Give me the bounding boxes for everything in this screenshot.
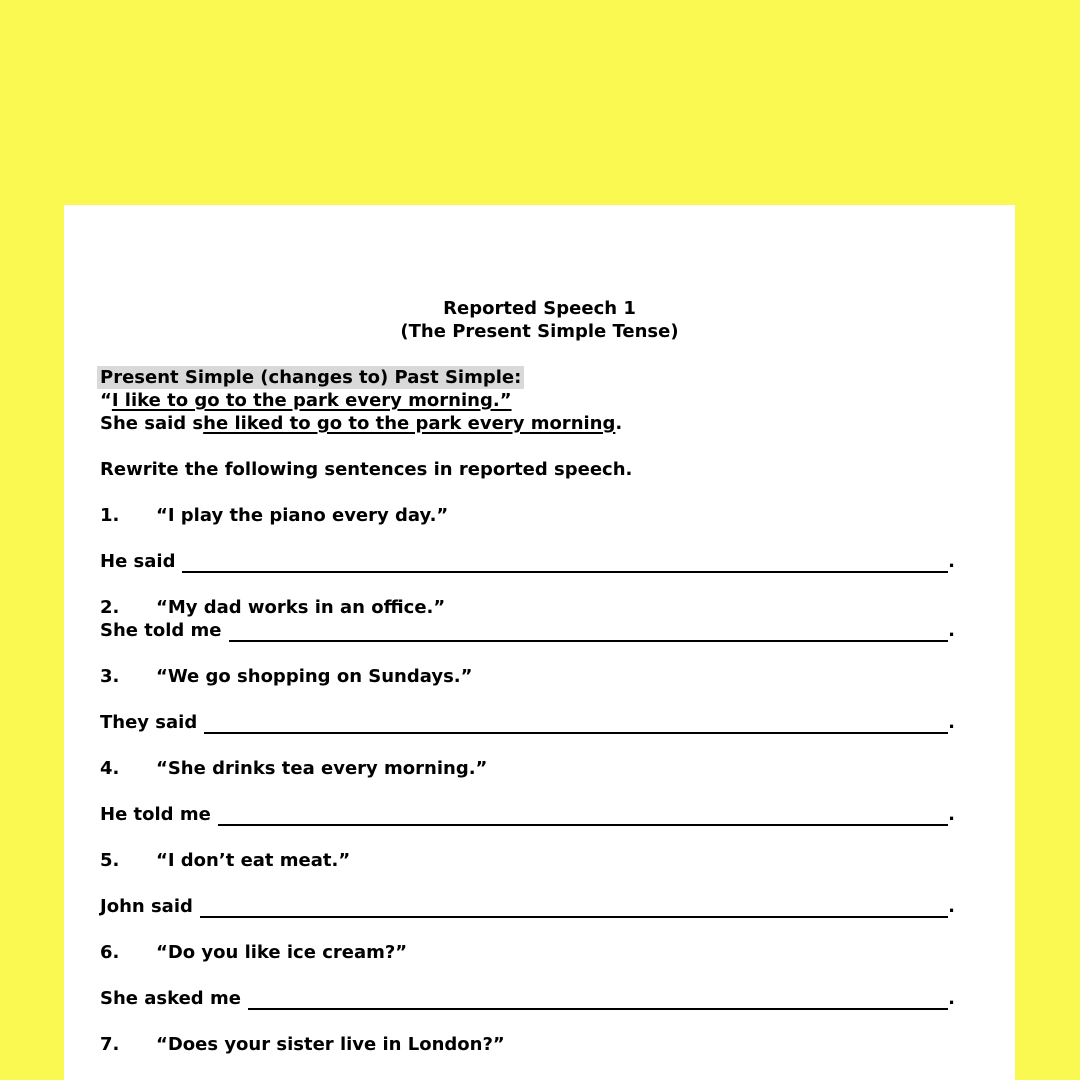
answer-period: . xyxy=(948,551,955,572)
worksheet-header xyxy=(64,297,1015,343)
question-line xyxy=(100,941,955,964)
answer-period: . xyxy=(948,896,955,917)
answer-period: . xyxy=(948,712,955,733)
example-rule-line xyxy=(100,366,955,389)
question-item xyxy=(100,504,955,573)
example-direct-line xyxy=(100,389,955,412)
question-number: 5. xyxy=(100,850,120,871)
question-quote: “I don’t eat meat.” xyxy=(156,850,351,871)
question-list xyxy=(100,504,955,1056)
answer-prefix: John said xyxy=(100,896,193,917)
spacer xyxy=(100,481,955,504)
worksheet-body xyxy=(64,343,1015,1056)
example-direct-underlined: I like to go to the park every morning.” xyxy=(111,390,512,411)
question-quote: “I play the piano every day.” xyxy=(156,505,449,526)
question-line xyxy=(100,665,955,688)
question-line xyxy=(100,596,955,619)
answer-blank xyxy=(182,553,948,573)
answer-period: . xyxy=(948,988,955,1009)
worksheet-subtitle: (The Present Simple Tense) xyxy=(400,321,679,342)
example-rule-highlight: Present Simple (changes to) Past Simple: xyxy=(97,366,524,389)
question-number: 7. xyxy=(100,1034,120,1055)
question-item xyxy=(100,596,955,642)
example-block xyxy=(100,366,955,435)
worksheet-paper xyxy=(64,205,1015,1080)
example-reported-line xyxy=(100,412,955,435)
question-item xyxy=(100,665,955,734)
question-line xyxy=(100,1033,955,1056)
worksheet-title: Reported Speech 1 xyxy=(443,298,636,319)
answer-prefix: She told me xyxy=(100,620,222,641)
question-quote: “She drinks tea every morning.” xyxy=(156,758,488,779)
answer-blank xyxy=(229,622,949,642)
question-quote: “My dad works in an office.” xyxy=(156,597,446,618)
question-quote: “We go shopping on Sundays.” xyxy=(156,666,473,687)
example-reported-prefix: She said s xyxy=(100,413,204,434)
example-reported-suffix: . xyxy=(615,413,623,434)
question-item xyxy=(100,1033,955,1056)
answer-period: . xyxy=(948,620,955,641)
question-quote: “Do you like ice cream?” xyxy=(156,942,408,963)
question-item xyxy=(100,757,955,826)
question-number: 6. xyxy=(100,942,120,963)
question-line xyxy=(100,504,955,527)
question-number: 1. xyxy=(100,505,120,526)
answer-prefix: He told me xyxy=(100,804,211,825)
example-reported-underlined: he liked to go to the park every morning xyxy=(203,413,616,434)
question-item xyxy=(100,941,955,1010)
answer-prefix: They said xyxy=(100,712,198,733)
answer-blank xyxy=(248,990,948,1010)
answer-line xyxy=(100,619,955,642)
answer-prefix: She asked me xyxy=(100,988,241,1009)
answer-line xyxy=(100,803,955,826)
question-number: 4. xyxy=(100,758,120,779)
instructions-text: Rewrite the following sentences in reported speech. xyxy=(100,459,633,480)
answer-line xyxy=(100,987,955,1010)
question-quote: “Does your sister live in London?” xyxy=(156,1034,505,1055)
answer-line xyxy=(100,895,955,918)
question-item xyxy=(100,849,955,918)
spacer xyxy=(100,435,955,458)
answer-blank xyxy=(218,806,948,826)
answer-line xyxy=(100,550,955,573)
answer-period: . xyxy=(948,804,955,825)
question-line xyxy=(100,757,955,780)
example-direct-open-quote: “ xyxy=(100,390,112,411)
answer-prefix: He said xyxy=(100,551,176,572)
question-number: 2. xyxy=(100,597,120,618)
answer-blank xyxy=(200,898,948,918)
answer-line xyxy=(100,711,955,734)
question-line xyxy=(100,849,955,872)
answer-blank xyxy=(204,714,948,734)
question-number: 3. xyxy=(100,666,120,687)
